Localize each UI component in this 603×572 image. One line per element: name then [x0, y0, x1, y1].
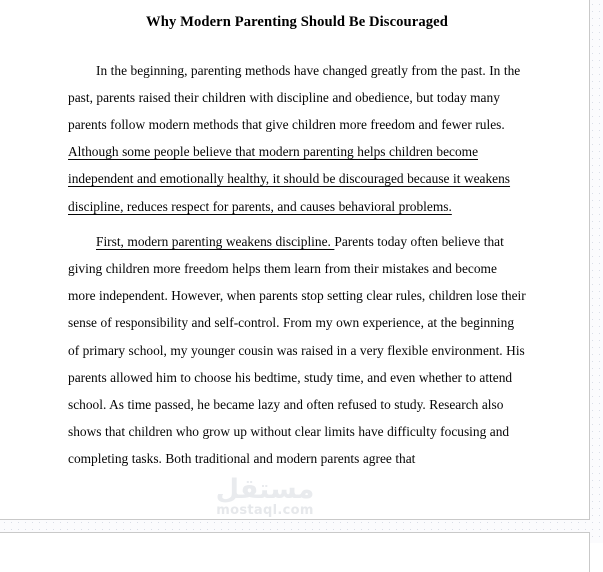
- plain-run: Parents today often believe that giving children more freedom helps them learn from their mistakes and become more independent. However, when parents stop setting clear rules, children lose their sense of responsibility and self-control. From my own experience, at the beginning of primary school, my younger cousin was raised in a very flexible environment. His parents allowed him to choose his bedtime, study time, and even whether to attend school. As time passed, he became lazy and often refused to study. Research also shows that children who grow up without clear limits have difficulty focusing and completing tasks. Both traditional and modern parents agree that: [68, 233, 526, 467]
- page-title: Why Modern Parenting Should Be Discouraged: [146, 14, 448, 30]
- paragraph-body-1: [68, 228, 526, 473]
- watermark: [0, 475, 589, 518]
- underlined-run: First, modern parenting weakens discipline.: [96, 233, 335, 249]
- plain-run: In the beginning, parenting methods have changed greatly from the past. In the past, parents raised their children with discipline and obedience, but today many parents follow modern methods that give children more freedom and fewer rules.: [68, 62, 521, 132]
- paragraph-intro: [68, 57, 526, 220]
- document-page-next: [0, 532, 590, 572]
- document-content: [68, 1, 526, 473]
- watermark-logo-arabic: مستقل: [215, 474, 315, 505]
- underlined-run: Although some people believe that modern parenting helps children become independent and emotionally healthy, it should be discouraged because it weakens discipline, reduces respect for parents, and causes behavioral problems.: [68, 144, 511, 214]
- watermark-domain: mostaql.com: [216, 503, 314, 518]
